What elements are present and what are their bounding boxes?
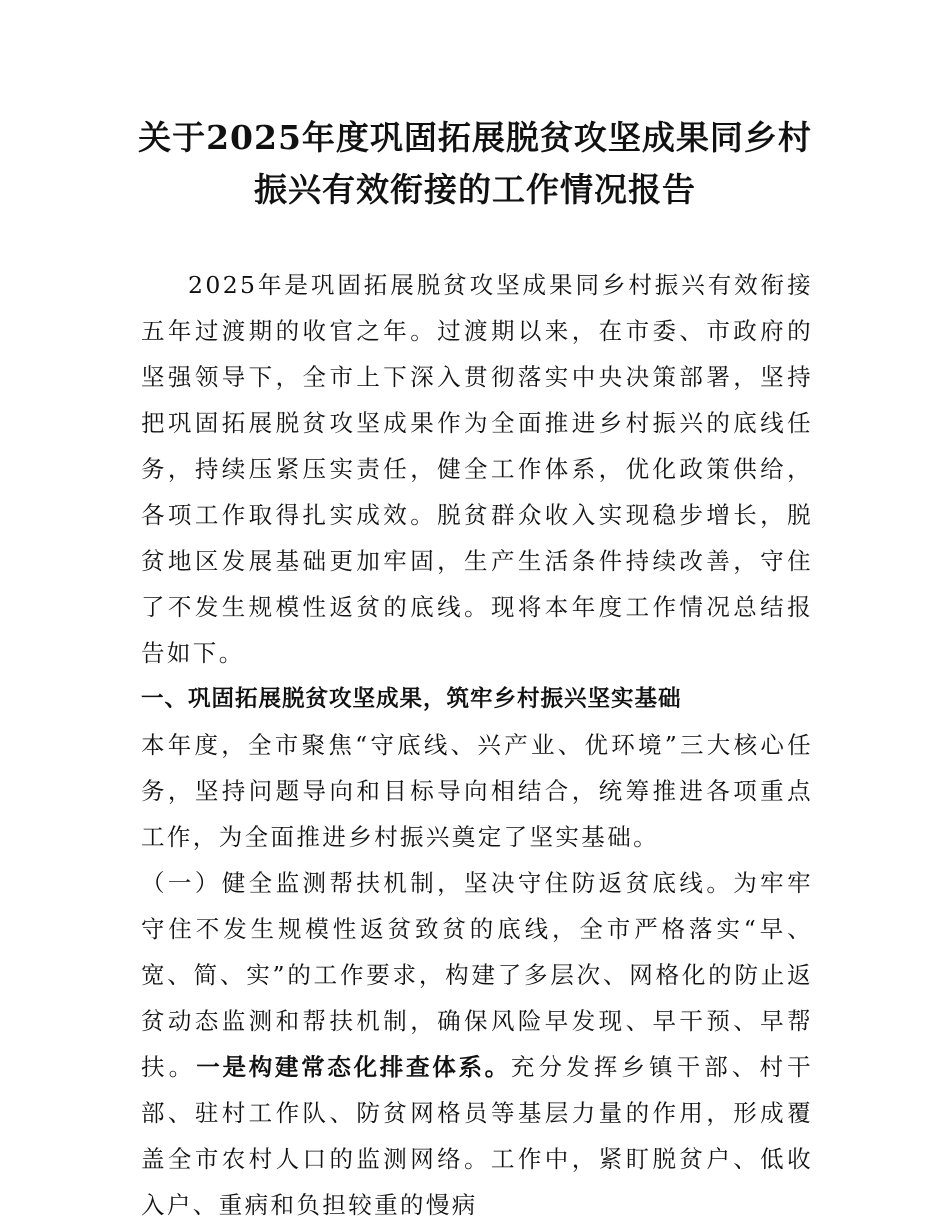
subsection-1-paragraph [141, 860, 813, 1228]
document-body [141, 262, 813, 1228]
section-1-paragraph: 本年度，全市聚焦“守底线、兴产业、优环境”三大核心任务，坚持问题导向和目标导向相结合，统筹推进各项重点工作，为全面推进乡村振兴奠定了坚实基础。 [141, 731, 813, 851]
subsection-1-bold-lead: 一是构建常态化排查体系。 [196, 1053, 511, 1081]
subsection-1-text: （一）健全监测帮扶机制，坚决守住防返贫底线。为牢牢守住不发生规模性返贫致贫的底线，全市严格落实“早、宽、简、实”的工作要求，构建了多层次、网格化的防止返贫动态监测和帮扶机制，确保风险早发现、早干预、早帮扶。 [141, 869, 813, 1081]
section-1-heading: 一、巩固拓展脱贫攻坚成果，筑牢乡村振兴坚实基础 [141, 686, 682, 712]
title-line-1: 关于2025年度巩固拓展脱贫攻坚成果同乡村 [138, 118, 812, 157]
document-title [100, 112, 850, 216]
title-line-2: 振兴有效衔接的工作情况报告 [254, 170, 696, 209]
subsection-1-rest: 充分发挥乡镇干部、村干部、驻村工作队、防贫网格员等基层力量的作用，形成覆盖全市农村人口的监测网络。工作中，紧盯脱贫户、低收入户、重病和负担较重的慢病 [141, 1053, 813, 1219]
intro-paragraph: 2025年是巩固拓展脱贫攻坚成果同乡村振兴有效衔接五年过渡期的收官之年。过渡期以来，在市委、市政府的坚强领导下，全市上下深入贯彻落实中央决策部署，坚持把巩固拓展脱贫攻坚成果作为全面推进乡村振兴的底线任务，持续压紧压实责任，健全工作体系，优化政策供给，各项工作取得扎实成效。脱贫群众收入实现稳步增长，脱贫地区发展基础更加牢固，生产生活条件持续改善，守住了不发生规模性返贫的底线。现将本年度工作情况总结报告如下。 [141, 271, 813, 667]
